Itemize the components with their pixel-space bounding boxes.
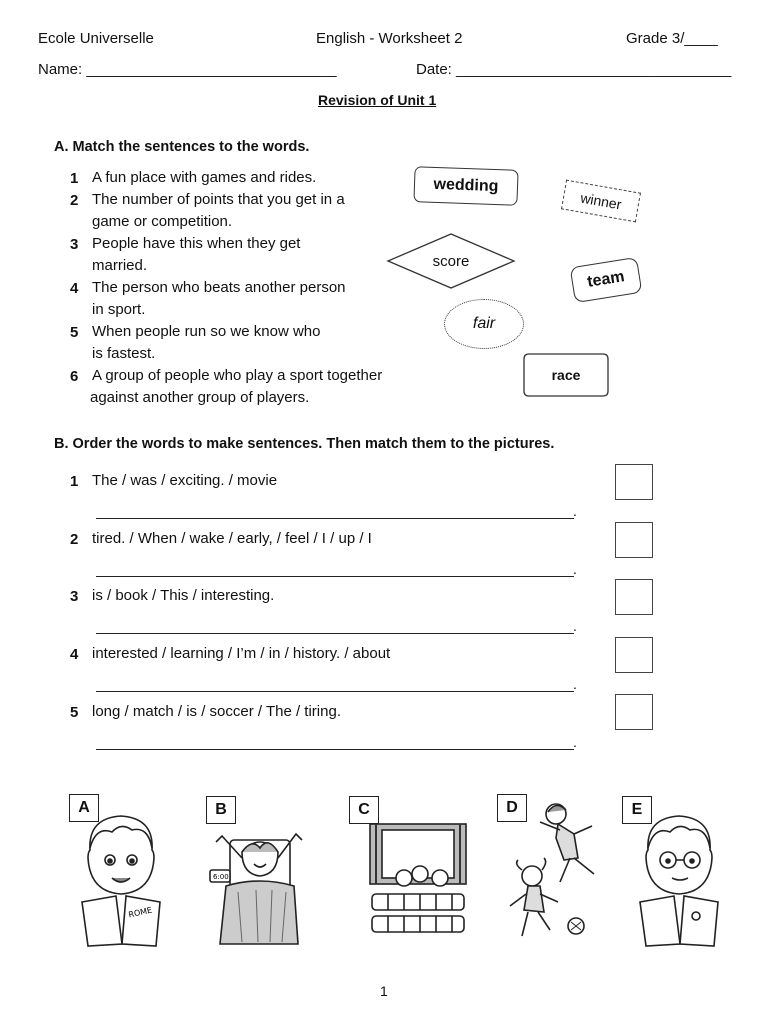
sentence-line: People have this when they get <box>92 235 301 252</box>
picture-child-waking <box>208 822 304 947</box>
item-number: 3 <box>70 236 79 253</box>
item-number: 6 <box>70 368 79 385</box>
word-race[interactable]: race <box>551 367 581 383</box>
item-number: 2 <box>70 531 79 548</box>
line-period: . <box>573 734 577 750</box>
sentence-line: is fastest. <box>92 345 156 362</box>
item-number: 1 <box>70 473 79 490</box>
answer-line[interactable] <box>96 749 574 750</box>
word-team[interactable]: team <box>570 257 643 303</box>
answer-box[interactable] <box>615 464 653 500</box>
answer-line[interactable] <box>96 633 574 634</box>
word-score[interactable]: score <box>432 252 470 270</box>
item-number: 1 <box>70 170 79 187</box>
answer-box[interactable] <box>615 694 653 730</box>
picture-label-e: E <box>622 796 652 824</box>
answer-line[interactable] <box>96 576 574 577</box>
picture-label-d: D <box>497 794 527 822</box>
sentence-line: The person who beats another person <box>92 279 346 296</box>
picture-boy-reading <box>76 812 166 947</box>
clock-text: 6:00 <box>213 873 229 881</box>
word-winner[interactable]: winner <box>561 180 641 223</box>
sentence-line: against another group of players. <box>90 389 310 406</box>
sentence-line: A fun place with games and rides. <box>92 169 317 186</box>
sentence-line: game or competition. <box>92 213 233 230</box>
sentence-line: The number of points that you get in a <box>92 191 345 208</box>
picture-boy-glasses-reading <box>636 812 722 947</box>
sentence-line: in sport. <box>92 301 146 318</box>
section-b-heading: B. Order the words to make sentences. Then match them to the pictures. <box>54 436 555 452</box>
word-fair[interactable]: fair <box>444 299 524 349</box>
item-number: 5 <box>70 704 79 721</box>
answer-box[interactable] <box>615 579 653 615</box>
page-title: Revision of Unit 1 <box>318 92 437 108</box>
book-cover-text: ROME <box>127 905 153 920</box>
line-period: . <box>573 503 577 519</box>
date-field[interactable]: Date: _________________________________ <box>416 61 732 78</box>
scrambled-sentence: is / book / This / interesting. <box>92 587 275 604</box>
scrambled-sentence: interested / learning / I’m / in / history. / about <box>92 645 391 662</box>
item-number: 4 <box>70 646 79 663</box>
sentence-line: When people run so we know who <box>92 323 321 340</box>
item-number: 4 <box>70 280 79 297</box>
picture-cinema <box>368 822 468 942</box>
line-period: . <box>573 676 577 692</box>
line-period: . <box>573 561 577 577</box>
picture-label-a: A <box>69 794 99 822</box>
scrambled-sentence: long / match / is / soccer / The / tiring. <box>92 703 341 720</box>
item-number: 5 <box>70 324 79 341</box>
picture-label-c: C <box>349 796 379 824</box>
school-name: Ecole Universelle <box>38 30 154 47</box>
section-a-heading: A. Match the sentences to the words. <box>54 139 310 155</box>
scrambled-sentence: tired. / When / wake / early, / feel / I / up / I <box>92 530 372 547</box>
scrambled-sentence: The / was / exciting. / movie <box>92 472 278 489</box>
grade-field[interactable]: Grade 3/____ <box>626 30 718 47</box>
picture-label-b: B <box>206 796 236 824</box>
answer-line[interactable] <box>96 518 574 519</box>
page-number: 1 <box>380 983 388 999</box>
answer-line[interactable] <box>96 691 574 692</box>
name-field[interactable]: Name: ______________________________ <box>38 61 337 78</box>
answer-box[interactable] <box>615 637 653 673</box>
sentence-line: married. <box>92 257 148 274</box>
word-wedding[interactable]: wedding <box>413 166 518 206</box>
line-period: . <box>573 618 577 634</box>
worksheet-subject: English - Worksheet 2 <box>316 30 463 47</box>
sentence-line: A group of people who play a sport together <box>92 367 383 384</box>
item-number: 2 <box>70 192 79 209</box>
answer-box[interactable] <box>615 522 653 558</box>
item-number: 3 <box>70 588 79 605</box>
